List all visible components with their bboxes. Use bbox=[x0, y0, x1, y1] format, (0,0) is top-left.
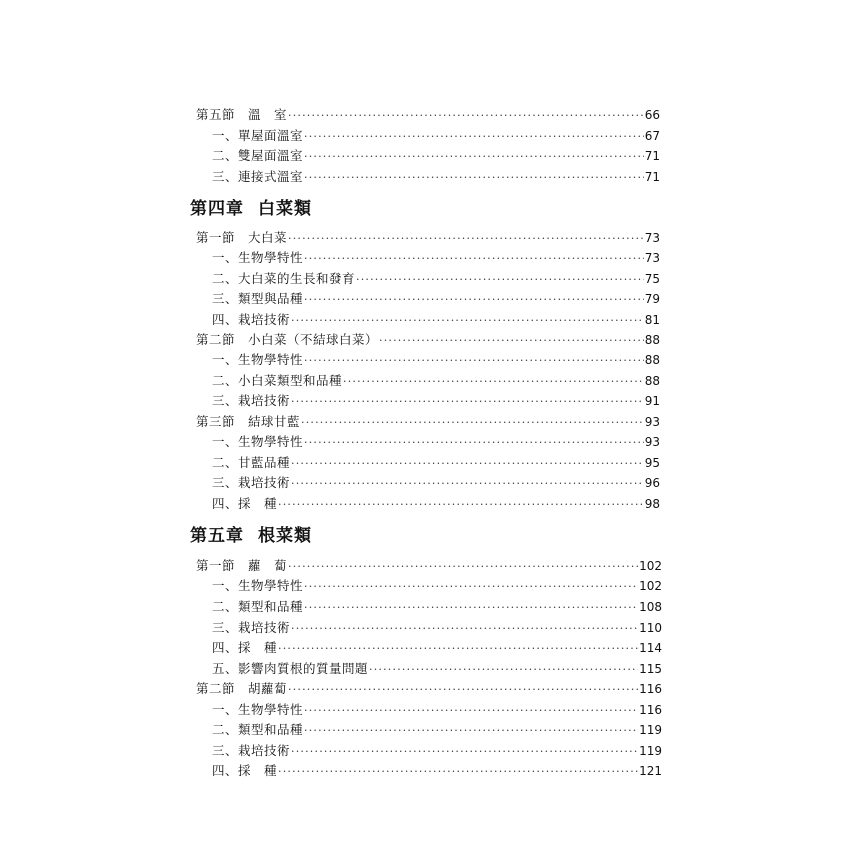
toc-entry-item bbox=[212, 128, 660, 144]
toc-entry-item bbox=[212, 148, 660, 164]
toc-entry-label: 一、生物學特性 bbox=[212, 702, 304, 717]
toc-page-number: 91 bbox=[644, 394, 660, 408]
toc-page-number: 116 bbox=[639, 682, 662, 696]
toc-entry-label: 三、類型與品種 bbox=[212, 291, 304, 306]
toc-page-number: 67 bbox=[644, 129, 660, 143]
toc-entry-label: 二、大白菜的生長和發育 bbox=[212, 271, 356, 286]
toc-entry-item bbox=[212, 763, 662, 779]
toc-page-number: 75 bbox=[644, 272, 660, 286]
dot-leader bbox=[291, 313, 644, 329]
toc-entry-item bbox=[212, 702, 662, 718]
dot-leader bbox=[304, 579, 638, 595]
toc-page-number: 95 bbox=[644, 456, 660, 470]
toc-entry-section bbox=[196, 681, 662, 697]
toc-entry-label: 一、生物學特性 bbox=[212, 352, 304, 367]
toc-page-number: 98 bbox=[644, 497, 660, 511]
toc-entry-item bbox=[212, 455, 660, 471]
dot-leader bbox=[288, 108, 644, 124]
toc-entry-item bbox=[212, 352, 660, 368]
toc-entry-item bbox=[212, 620, 662, 636]
toc-entry-label: 一、單屋面溫室 bbox=[212, 128, 304, 143]
toc-entry-label: 三、栽培技術 bbox=[212, 620, 291, 635]
toc-entry-section bbox=[196, 414, 660, 430]
toc-entry-label: 一、生物學特性 bbox=[212, 578, 304, 593]
dot-leader bbox=[304, 723, 638, 739]
toc-entry-item bbox=[212, 743, 662, 759]
toc-entry-label: 四、採 種 bbox=[212, 640, 278, 655]
toc-entry-label: 第三節 結球甘藍 bbox=[196, 414, 301, 429]
toc-page-number: 79 bbox=[644, 292, 660, 306]
dot-leader bbox=[304, 435, 644, 451]
dot-leader bbox=[301, 415, 644, 431]
dot-leader bbox=[304, 703, 638, 719]
toc-entry-label: 第二節 胡蘿蔔 bbox=[196, 681, 288, 696]
toc-page-number: 102 bbox=[639, 559, 662, 573]
toc-entry-item bbox=[212, 434, 660, 450]
dot-leader bbox=[343, 374, 644, 390]
toc-entry-item bbox=[212, 271, 660, 287]
toc-entry-item bbox=[212, 373, 660, 389]
dot-leader bbox=[379, 333, 644, 349]
toc-entry-label: 二、甘藍品種 bbox=[212, 455, 291, 470]
toc-entry-label: 第二節 小白菜（不結球白菜） bbox=[196, 332, 379, 347]
toc-entry-label: 一、生物學特性 bbox=[212, 250, 304, 265]
toc-page-number: 119 bbox=[639, 744, 662, 758]
toc-page-number: 116 bbox=[639, 703, 662, 717]
dot-leader bbox=[288, 682, 638, 698]
toc-entry-item bbox=[212, 291, 660, 307]
toc-entry-item bbox=[212, 496, 660, 512]
toc-page-number: 114 bbox=[639, 641, 662, 655]
toc-entry-label: 第五節 溫 室 bbox=[196, 107, 288, 122]
toc-page-number: 115 bbox=[639, 662, 662, 676]
dot-leader bbox=[304, 600, 638, 616]
toc-entry-label: 三、栽培技術 bbox=[212, 743, 291, 758]
toc-entry-label: 四、栽培技術 bbox=[212, 312, 291, 327]
toc-entry-label: 二、小白菜類型和品種 bbox=[212, 373, 343, 388]
toc-entry-item bbox=[212, 169, 660, 185]
dot-leader bbox=[288, 559, 638, 575]
dot-leader bbox=[291, 476, 644, 492]
toc-entry-item bbox=[212, 578, 662, 594]
dot-leader bbox=[304, 251, 644, 267]
dot-leader bbox=[304, 292, 644, 308]
toc-page-number: 88 bbox=[644, 353, 660, 367]
toc-entry-label: 二、類型和品種 bbox=[212, 599, 304, 614]
toc-page-number: 81 bbox=[644, 313, 660, 327]
toc-page-number: 88 bbox=[644, 333, 660, 347]
toc-entry-label: 四、採 種 bbox=[212, 496, 278, 511]
chapter-heading bbox=[190, 198, 312, 220]
dot-leader bbox=[291, 456, 644, 472]
toc-page-number: 93 bbox=[644, 415, 660, 429]
toc-entry-item bbox=[212, 661, 662, 677]
toc-entry-label: 四、採 種 bbox=[212, 763, 278, 778]
dot-leader bbox=[278, 641, 638, 657]
toc-page-number: 110 bbox=[639, 621, 662, 635]
toc-entry-item bbox=[212, 393, 660, 409]
chapter-title: 根菜類 bbox=[258, 526, 312, 546]
toc-page-number: 102 bbox=[639, 579, 662, 593]
toc-page-number: 88 bbox=[644, 374, 660, 388]
toc-entry-label: 二、雙屋面溫室 bbox=[212, 148, 304, 163]
dot-leader bbox=[288, 231, 644, 247]
toc-page-number: 108 bbox=[639, 600, 662, 614]
toc-page-number: 119 bbox=[639, 723, 662, 737]
toc-page-number: 121 bbox=[639, 764, 662, 778]
toc-entry-label: 三、栽培技術 bbox=[212, 475, 291, 490]
toc-entry-section bbox=[196, 558, 662, 574]
toc-page-number: 71 bbox=[644, 149, 660, 163]
toc-entry-section bbox=[196, 107, 660, 123]
toc-entry-item bbox=[212, 250, 660, 266]
toc-entry-label: 五、影響肉質根的質量問題 bbox=[212, 661, 369, 676]
chapter-number: 第五章 bbox=[190, 526, 244, 546]
toc-entry-label: 三、連接式溫室 bbox=[212, 169, 304, 184]
dot-leader bbox=[304, 129, 644, 145]
chapter-heading bbox=[190, 525, 312, 547]
dot-leader bbox=[291, 621, 638, 637]
toc-page-number: 73 bbox=[644, 231, 660, 245]
toc-entry-item bbox=[212, 312, 660, 328]
toc-page-number: 66 bbox=[644, 108, 660, 122]
chapter-title: 白菜類 bbox=[258, 199, 312, 219]
dot-leader bbox=[304, 170, 644, 186]
toc-entry-item bbox=[212, 599, 662, 615]
dot-leader bbox=[304, 353, 644, 369]
dot-leader bbox=[291, 394, 644, 410]
toc-page-number: 71 bbox=[644, 170, 660, 184]
dot-leader bbox=[291, 744, 638, 760]
chapter-number: 第四章 bbox=[190, 199, 244, 219]
toc-page-number: 96 bbox=[644, 476, 660, 490]
dot-leader bbox=[356, 272, 644, 288]
dot-leader bbox=[304, 149, 644, 165]
toc-page-number: 73 bbox=[644, 251, 660, 265]
toc-entry-label: 三、栽培技術 bbox=[212, 393, 291, 408]
toc-entry-item bbox=[212, 475, 660, 491]
toc-entry-item bbox=[212, 640, 662, 656]
toc-entry-section bbox=[196, 332, 660, 348]
dot-leader bbox=[369, 662, 638, 678]
dot-leader bbox=[278, 497, 644, 513]
dot-leader bbox=[278, 764, 638, 780]
toc-entry-label: 二、類型和品種 bbox=[212, 722, 304, 737]
toc-entry-item bbox=[212, 722, 662, 738]
toc-entry-section bbox=[196, 230, 660, 246]
toc-entry-label: 第一節 大白菜 bbox=[196, 230, 288, 245]
toc-page-number: 93 bbox=[644, 435, 660, 449]
toc-entry-label: 第一節 蘿 蔔 bbox=[196, 558, 288, 573]
toc-entry-label: 一、生物學特性 bbox=[212, 434, 304, 449]
